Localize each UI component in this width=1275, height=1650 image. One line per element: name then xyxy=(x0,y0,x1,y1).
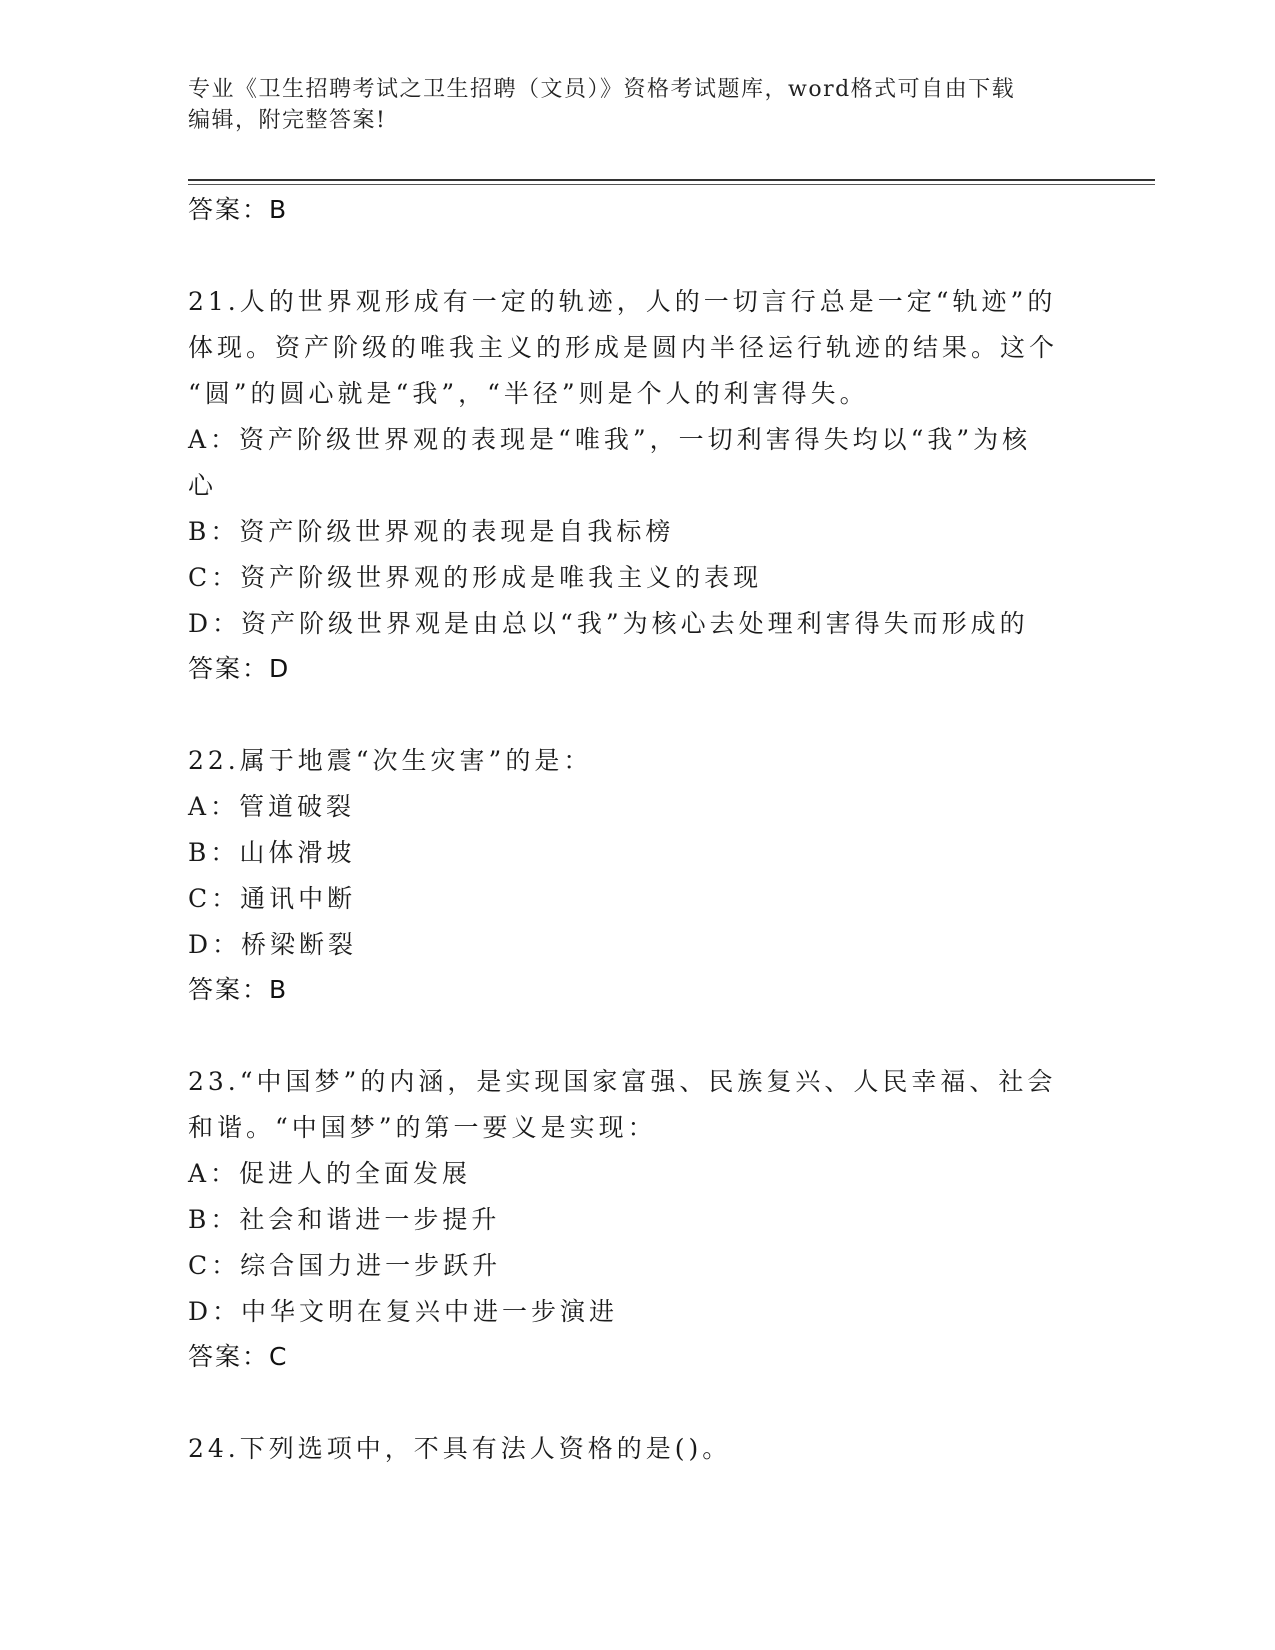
answer-option: D：中华文明在复兴中进一步演进 xyxy=(188,1297,619,1326)
question-stem-line: 22.属于地震“次生灾害”的是： xyxy=(188,746,593,775)
answer-option: B：社会和谐进一步提升 xyxy=(188,1205,501,1234)
header-divider-thick xyxy=(188,179,1155,181)
question-block xyxy=(188,279,1088,691)
question-stem-line: 和谐。“中国梦”的第一要义是实现： xyxy=(188,1113,657,1142)
answer-option: A：促进人的全面发展 xyxy=(188,1159,472,1188)
question-gap xyxy=(188,691,1088,738)
question-stem-line: 23.“中国梦”的内涵，是实现国家富强、民族复兴、人民幸福、社会 xyxy=(188,1067,1057,1096)
answer-option: A：资产阶级世界观的表现是“唯我”，一切利害得失均以“我”为核 xyxy=(188,425,1032,454)
question-block xyxy=(188,738,1088,1012)
answer-option: D：资产阶级世界观是由总以“我”为核心去处理利害得失而形成的 xyxy=(188,609,1029,638)
header-divider-thin xyxy=(188,184,1155,185)
answer-key: 答案：D xyxy=(188,654,291,683)
answer-key: 答案：B xyxy=(188,975,289,1004)
answer-option: A：管道破裂 xyxy=(188,792,356,821)
question-stem-line: 体现。资产阶级的唯我主义的形成是圆内半径运行轨迹的结果。这个 xyxy=(188,333,1059,362)
answer-option: D：桥梁断裂 xyxy=(188,930,358,959)
answer-option: B：山体滑坡 xyxy=(188,838,356,867)
question-stem-line: “圆”的圆心就是“我”，“半径”则是个人的利害得失。 xyxy=(188,379,869,408)
previous-answer: 答案：B xyxy=(188,195,289,224)
question-stem-line: 24.下列选项中，不具有法人资格的是()。 xyxy=(188,1434,732,1463)
question-gap xyxy=(188,1379,1088,1426)
question-block xyxy=(188,1059,1088,1379)
header-line-2: 编辑，附完整答案! xyxy=(188,108,387,133)
question-gap xyxy=(188,1012,1088,1059)
answer-option: C：资产阶级世界观的形成是唯我主义的表现 xyxy=(188,563,763,592)
answer-option: 心 xyxy=(188,471,218,500)
question-block xyxy=(188,1426,1088,1472)
answer-option: B：资产阶级世界观的表现是自我标榜 xyxy=(188,517,675,546)
question-list xyxy=(188,188,1088,1472)
answer-key: 答案：C xyxy=(188,1342,289,1371)
answer-option: C：通讯中断 xyxy=(188,884,357,913)
answer-option: C：综合国力进一步跃升 xyxy=(188,1251,502,1280)
header-line-1: 专业《卫生招聘考试之卫生招聘（文员）》资格考试题库，word格式可自由下载 xyxy=(188,77,1016,102)
question-gap xyxy=(188,232,1088,279)
document-header xyxy=(188,74,1088,136)
question-stem-line: 21.人的世界观形成有一定的轨迹，人的一切言行总是一定“轨迹”的 xyxy=(188,287,1057,316)
